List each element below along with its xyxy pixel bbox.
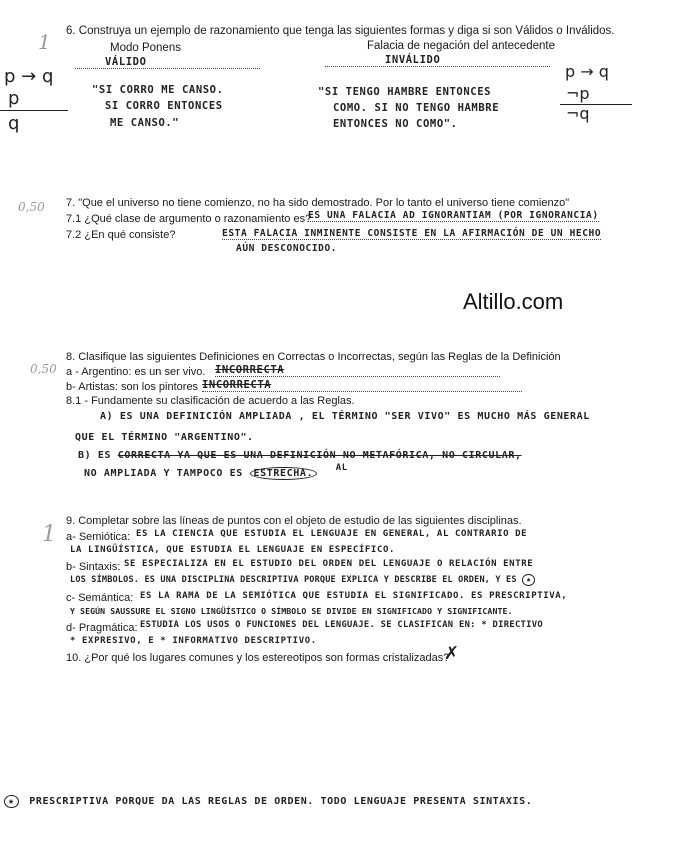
q9-c-line1: ES LA RAMA DE LA SEMIÓTICA QUE ESTUDIA EL SIGNIFICADO. ES PRESCRIPTIVA, (140, 591, 568, 601)
q10-mark-icon: ✗ (444, 643, 460, 664)
q6-left-verdict-text: VÁLIDO (105, 56, 147, 68)
q6-left-formula-line2: p (8, 88, 20, 109)
q8-item-b: b- Artistas: son los pintores (66, 381, 199, 393)
q8-1-answer-struck: CORRECTA YA QUE ES UNA DEFINICIÓN NO METAFÓRICA, NO CIRCULAR, (117, 450, 522, 461)
q6-right-formula-line2: ¬p (566, 84, 590, 103)
q8-prompt: 8. Clasifique las siguientes Definiciones en Correctas o Incorrectas, según las Reglas de la Definición (66, 351, 561, 363)
q6-left-answer-2: SI CORRO ENTONCES (105, 100, 223, 112)
q8-grade: 0,50 (30, 362, 57, 376)
q8-1-question: 8.1 - Fundamente su clasificación de acuerdo a las Reglas. (66, 395, 355, 407)
footnote (4, 796, 532, 807)
q8-1-answer-circled: ESTRECHA. (250, 467, 318, 480)
q9-grade: 1 (42, 522, 56, 547)
q7-prompt: 7. "Que el universo no tiene comienzo, no ha sido demostrado. Por lo tanto el universo tiene comienzo" (66, 197, 570, 209)
q6-left-formula-line1: p → q (4, 66, 54, 87)
q8-1-answer-mark: AL (335, 463, 348, 473)
q9-a-line2: LA LINGÜÍSTICA, QUE ESTUDIA EL LENGUAJE EN ESPECÍFICO. (70, 545, 395, 555)
q9-b-line2-text: LOS SÍMBOLOS. ES UNA DISCIPLINA DESCRIPTIVA PORQUE EXPLICA Y DESCRIBE EL ORDEN, Y ES (70, 575, 517, 585)
q6-prompt: 6. Construya un ejemplo de razonamiento que tenga las siguientes formas y diga si son Válidos o Inválidos. (66, 25, 615, 37)
q7-2-question: 7.2 ¿En qué consiste? (66, 229, 176, 241)
q6-right-formula-line1: p → q (565, 62, 609, 81)
q6-right-verdict-text: INVÁLIDO (385, 54, 441, 66)
q6-grade: 1 (38, 30, 51, 54)
q6-right-answer-1: "SI TENGO HAMBRE ENTONCES (318, 86, 492, 98)
q6-left-answer-1: "SI CORRO ME CANSO. (92, 84, 224, 96)
q9-b-label: b- Sintaxis: (66, 561, 121, 573)
q7-grade: 0,50 (18, 200, 45, 214)
q8-1-answer-line4 (84, 463, 348, 479)
q8-item-b-answer (202, 379, 522, 392)
watermark: Altillo.com (463, 289, 564, 314)
footnote-text: PRESCRIPTIVA PORQUE DA LAS REGLAS DE ORDEN. TODO LENGUAJE PRESENTA SINTAXIS. (29, 796, 533, 807)
q8-1-answer-line1: A) ES UNA DEFINICIÓN AMPLIADA , EL TÉRMINO "SER VIVO" ES MUCHO MÁS GENERAL (100, 411, 590, 422)
q9-d-label: d- Pragmática: (66, 622, 138, 634)
q9-c-label: c- Semántica: (66, 592, 134, 604)
footnote-star-icon: ★ (4, 795, 19, 808)
q9-b-line1: SE ESPECIALIZA EN EL ESTUDIO DEL ORDEN DEL LENGUAJE O RELACIÓN ENTRE (124, 559, 534, 569)
q9-b-line2 (70, 575, 535, 585)
q7-1-question: 7.1 ¿Qué clase de argumento o razonamiento es? (66, 213, 312, 225)
q6-left-verdict (75, 56, 260, 69)
q8-item-b-answer-text: INCORRECTA (202, 379, 272, 391)
q6-right-answer-2: COMO. SI NO TENGO HAMBRE (333, 102, 500, 114)
q7-2-answer-line1: ESTA FALACIA INMINENTE CONSISTE EN LA AFIRMACIÓN DE UN HECHO (222, 228, 602, 239)
q9-d-line1: ESTUDIA LOS USOS O FUNCIONES DEL LENGUAJE. SE CLASIFICAN EN: * DIRECTIVO (140, 620, 543, 630)
q6-right-formula-line3: ¬q (566, 104, 590, 123)
q10-prompt: 10. ¿Por qué los lugares comunes y los estereotipos son formas cristalizadas? (66, 652, 450, 664)
q6-left-formula-rule (0, 110, 68, 111)
q6-right-answer-3: ENTONCES NO COMO". (333, 118, 458, 130)
q9-prompt: 9. Completar sobre las líneas de puntos con el objeto de estudio de las siguientes disciplinas. (66, 515, 522, 527)
q9-a-label: a- Semiótica: (66, 531, 131, 543)
q8-1-answer-line3 (78, 450, 522, 461)
q7-2-answer-line2: AÚN DESCONOCIDO. (236, 243, 338, 254)
q8-1-answer-line4-text: NO AMPLIADA Y TAMPOCO ES (84, 468, 243, 479)
q8-item-a: a - Argentino: es un ser vivo. (66, 366, 206, 378)
q6-right-header: Falacia de negación del antecedente (367, 40, 555, 52)
q7-1-answer: ES UNA FALACIA AD IGNORANTIAM (POR IGNORANCIA) (308, 210, 599, 221)
q6-right-verdict (325, 54, 550, 67)
q9-d-line2: * EXPRESIVO, E * INFORMATIVO DESCRIPTIVO. (70, 636, 317, 646)
q8-1-answer-line2: QUE EL TÉRMINO "ARGENTINO". (75, 432, 254, 443)
q8-item-a-answer (215, 364, 500, 377)
q6-left-answer-3: ME CANSO." (110, 117, 180, 129)
q9-b-star-icon: ★ (522, 574, 535, 586)
q6-left-formula-line3: q (8, 113, 20, 134)
q9-a-line1: ES LA CIENCIA QUE ESTUDIA EL LENGUAJE EN GENERAL, AL CONTRARIO DE (136, 529, 528, 539)
q8-item-a-answer-text: INCORRECTA (215, 364, 285, 376)
q8-1-answer-b-label: B) ES (78, 450, 112, 461)
q6-left-header: Modo Ponens (110, 42, 181, 54)
q9-c-line2: Y SEGÚN SAUSSURE EL SIGNO LINGÜÍSTICO O SÍMBOLO SE DIVIDE EN SIGNIFICADO Y SIGNIFICANTE. (70, 606, 513, 616)
